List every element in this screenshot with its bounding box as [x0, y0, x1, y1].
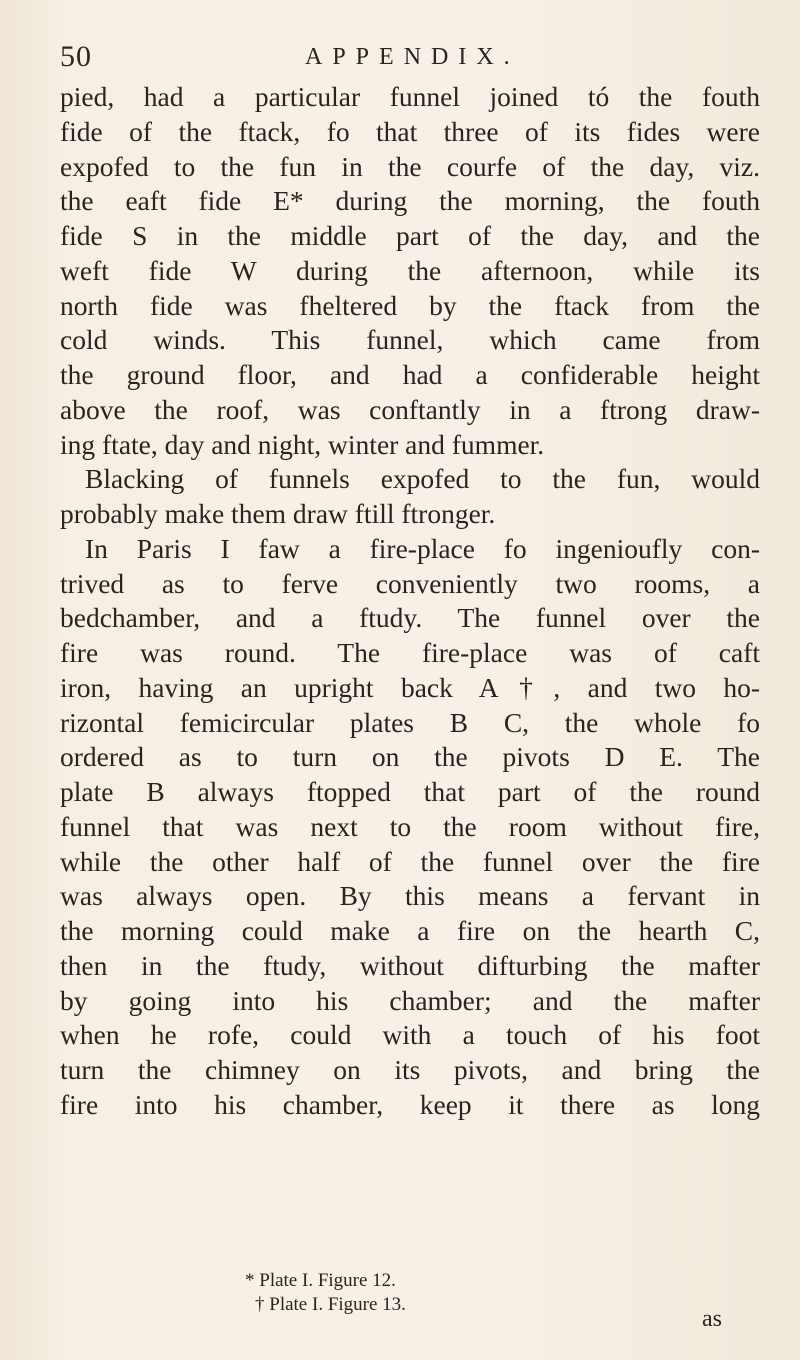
text-line: weft fide W during the afternoon, while its [60, 254, 760, 286]
text-line: fide of the ftack, fo that three of its fides were [60, 115, 760, 147]
text-line: expofed to the fun in the courfe of the day, viz. [60, 150, 760, 182]
text-line: fire was round. The fire-place was of caft [60, 637, 760, 668]
text-line: ing ftate, day and night, winter and fummer. [60, 428, 545, 460]
text-line: turn the chimney on its pivots, and bring the [60, 1054, 760, 1085]
text-line: above the roof, was conftantly in a ftrong draw- [60, 393, 760, 425]
text-line: Blacking of funnels expofed to the fun, would [85, 463, 760, 495]
text-line: fide S in the middle part of the day, and the [60, 220, 760, 251]
text-line: the morning could make a fire on the hearth C, [60, 915, 760, 946]
body-text [60, 80, 760, 1123]
footnote: * Plate I. Figure 12. [245, 1270, 396, 1291]
text-line: pied, had a particular funnel joined tó the fouth [60, 81, 760, 112]
text-line: by going into his chamber; and the mafter [60, 984, 760, 1016]
text-line: In Paris I faw a fire-place fo ingenioufly con- [85, 532, 760, 564]
text-line: north fide was fheltered by the ftack from the [60, 289, 760, 321]
page-number: 50 [60, 40, 92, 73]
text-line: cold winds. This funnel, which came from [60, 324, 760, 356]
text-line: while the other half of the funnel over the fire [60, 845, 760, 877]
text-line: trived as to ferve conveniently two rooms, a [60, 567, 760, 599]
text-line: plate B always ftopped that part of the round [60, 776, 760, 807]
text-line: ordered as to turn on the pivots D E. The [60, 741, 760, 773]
text-line: when he rofe, could with a touch of his foot [60, 1019, 760, 1051]
text-line: iron, having an upright back A†, and two ho- [60, 671, 760, 703]
text-line: bedchamber, and a ftudy. The funnel over the [60, 602, 760, 634]
footnote: † Plate I. Figure 13. [255, 1294, 406, 1315]
catchword: as [702, 1306, 722, 1332]
text-line: probably make them draw ftill ftronger. [60, 498, 496, 529]
text-line: funnel that was next to the room without fire, [60, 810, 760, 842]
text-line: rizontal femicircular plates B C, the whole fo [60, 706, 760, 738]
text-line: fire into his chamber, keep it there as long [60, 1088, 760, 1120]
text-line: the eaft fide E* during the morning, the fouth [60, 185, 760, 217]
running-head: APPENDIX. [305, 44, 520, 70]
text-line: was always open. By this means a fervant in [60, 880, 760, 912]
text-line: then in the ftudy, without difturbing the mafter [60, 949, 760, 981]
text-line: the ground floor, and had a confiderable height [60, 359, 760, 390]
